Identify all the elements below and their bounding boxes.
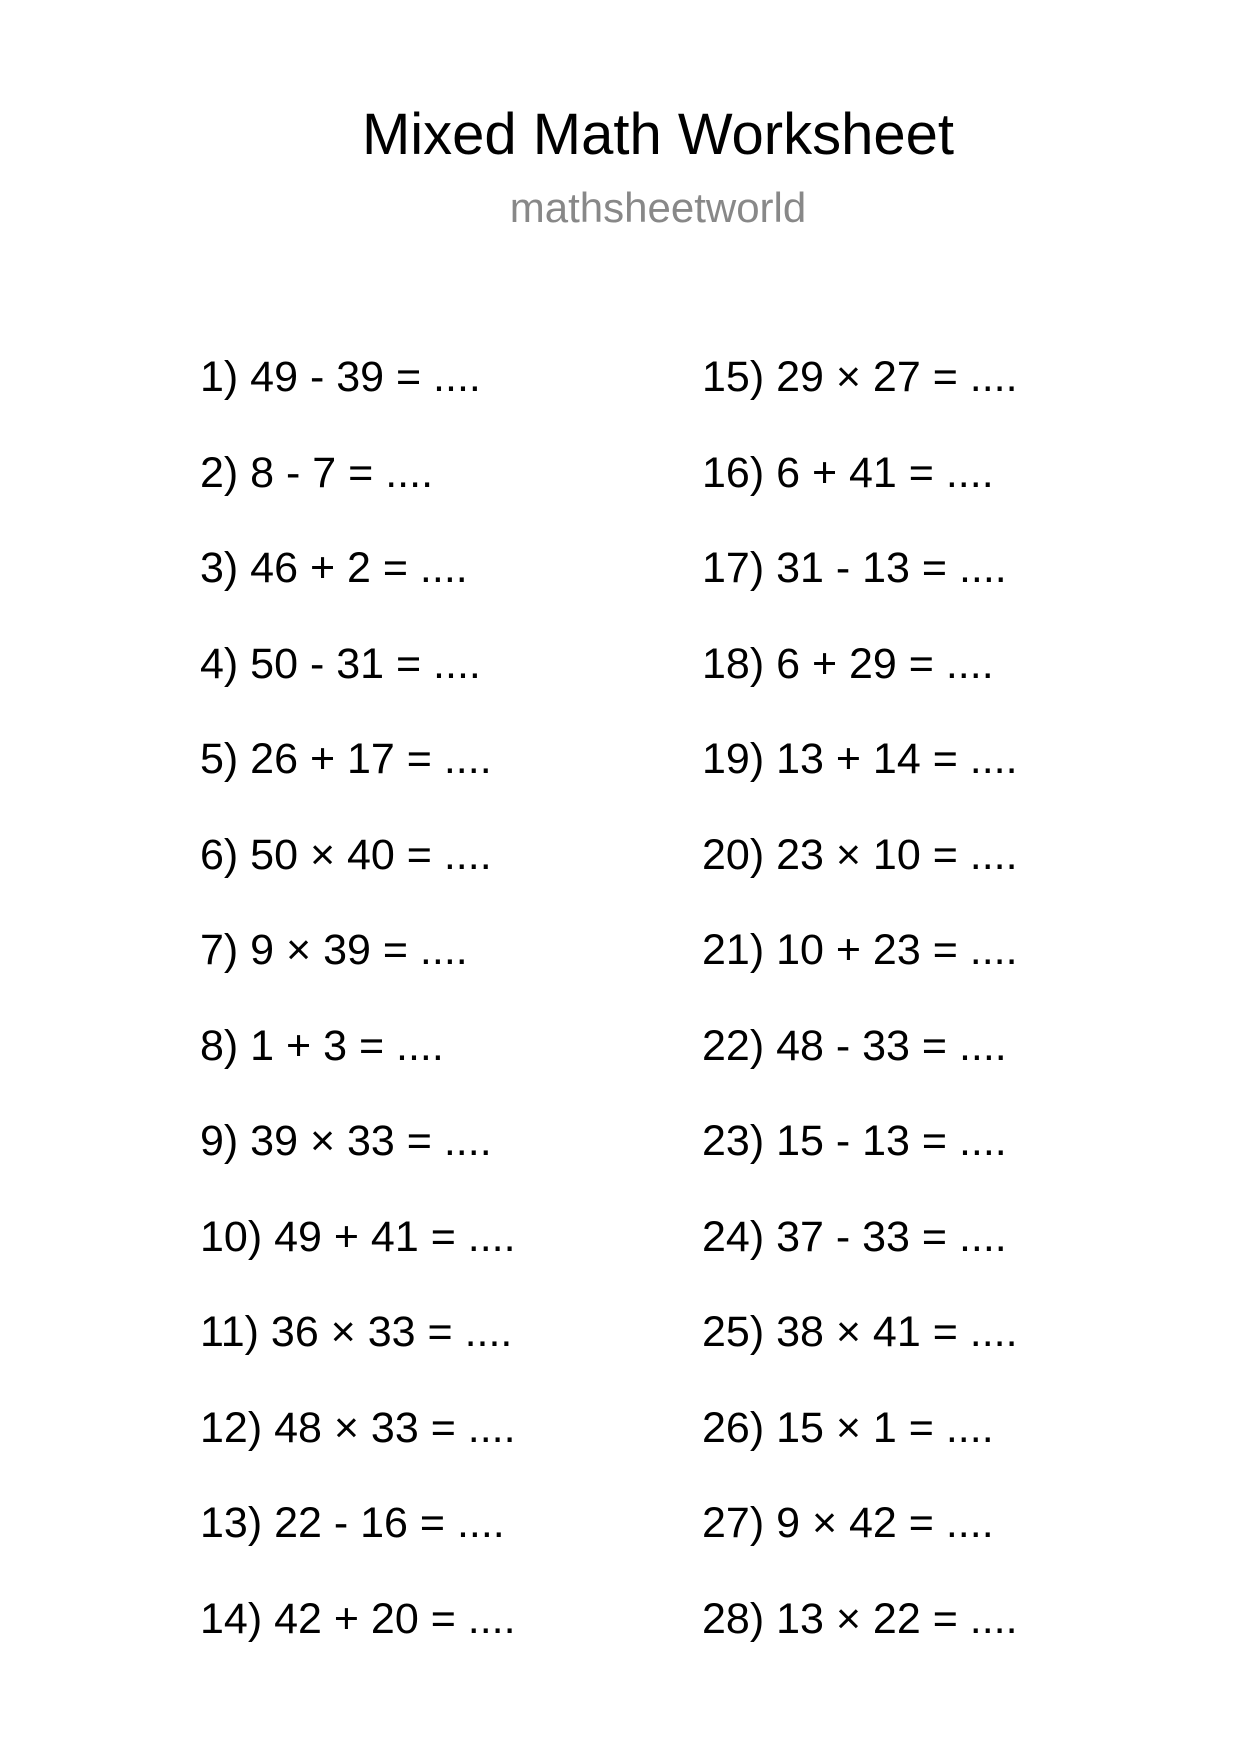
problem-item: 14) 42 + 20 = ....: [200, 1594, 516, 1643]
problem-item: 17) 31 - 13 = ....: [702, 544, 1007, 592]
problem-item: 1) 49 - 39 = ....: [200, 353, 481, 401]
problem-item: 23) 15 - 13 = ....: [702, 1117, 1007, 1165]
problem-item: 28) 13 × 22 = ....: [702, 1594, 1018, 1643]
problem-item: 9) 39 × 33 = ....: [200, 1117, 492, 1165]
problem-item: 13) 22 - 16 = ....: [200, 1499, 505, 1547]
problem-item: 12) 48 × 33 = ....: [200, 1403, 516, 1452]
problem-item: 2) 8 - 7 = ....: [200, 448, 434, 497]
problem-item: 22) 48 - 33 = ....: [702, 1021, 1007, 1070]
problem-item: 25) 38 × 41 = ....: [702, 1308, 1018, 1356]
problem-item: 20) 23 × 10 = ....: [702, 830, 1018, 879]
problem-item: 8) 1 + 3 = ....: [200, 1021, 444, 1070]
problem-item: 27) 9 × 42 = ....: [702, 1499, 994, 1547]
problem-item: 26) 15 × 1 = ....: [702, 1403, 994, 1452]
problem-item: 19) 13 + 14 = ....: [702, 735, 1018, 783]
worksheet-title: Mixed Math Worksheet: [361, 102, 955, 167]
problem-item: 24) 37 - 33 = ....: [702, 1212, 1007, 1261]
problem-column-right: [702, 352, 1018, 1689]
problem-item: 15) 29 × 27 = ....: [702, 353, 1018, 401]
problem-item: 4) 50 - 31 = ....: [200, 639, 481, 688]
problem-item: 18) 6 + 29 = ....: [702, 639, 994, 688]
problem-item: 6) 50 × 40 = ....: [200, 830, 492, 879]
problem-item: 11) 36 × 33 = ....: [200, 1308, 513, 1356]
problem-item: 7) 9 × 39 = ....: [200, 926, 468, 974]
worksheet-subtitle: mathsheetworld: [509, 184, 807, 231]
problem-item: 21) 10 + 23 = ....: [702, 926, 1018, 974]
problem-item: 5) 26 + 17 = ....: [200, 735, 492, 783]
problem-item: 3) 46 + 2 = ....: [200, 544, 468, 592]
problem-column-left: [200, 352, 516, 1689]
problem-item: 16) 6 + 41 = ....: [702, 448, 994, 497]
problem-item: 10) 49 + 41 = ....: [200, 1212, 516, 1261]
